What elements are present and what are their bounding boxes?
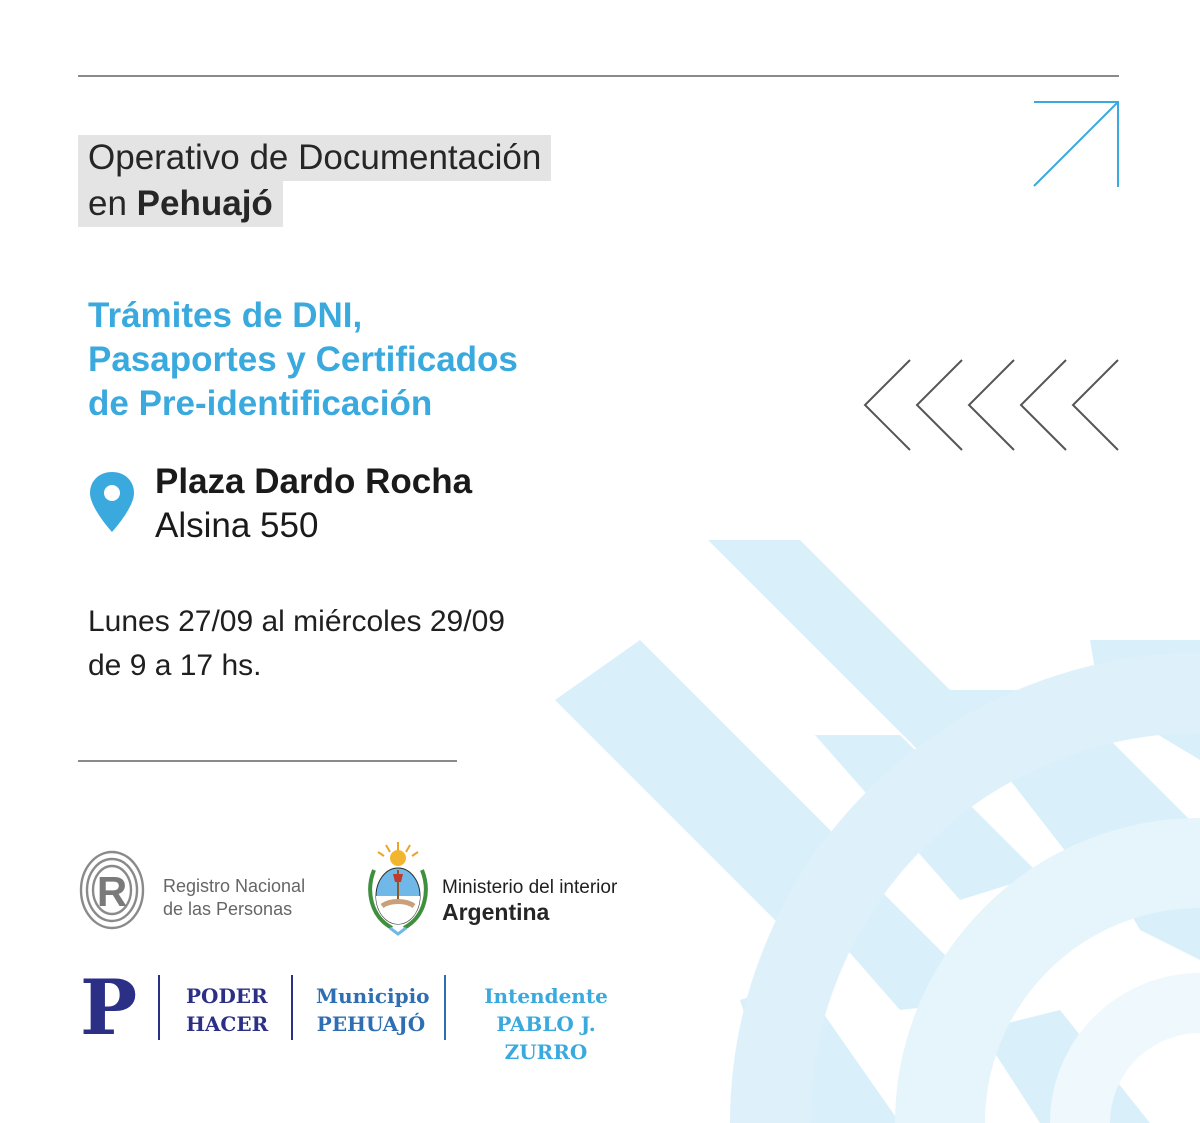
municipio-line-2: PEHUAJÓ [316, 1012, 426, 1036]
location-block [155, 460, 472, 548]
title-prefix: en [88, 184, 137, 223]
mininterior-line-1: Ministerio del interior [442, 877, 618, 898]
title-line-2 [78, 181, 283, 227]
title-block [78, 135, 551, 227]
renaper-line-1: Registro Nacional [163, 876, 306, 896]
arrow-up-right-icon [1030, 99, 1122, 191]
renaper-line-2: de las Personas [163, 899, 293, 919]
chevrons-left-icon [860, 355, 1125, 455]
renaper-name [163, 875, 305, 921]
poder-line: PODER [186, 984, 268, 1008]
hacer-line: HACER [186, 1012, 269, 1036]
services-heading [88, 294, 518, 426]
footer-separator-3 [444, 975, 446, 1040]
intendente-text [460, 982, 632, 1066]
schedule-hours: de 9 a 17 hs. [88, 649, 262, 682]
location-address: Alsina 550 [155, 506, 319, 545]
renaper-logo [78, 848, 146, 932]
services-line-1: Trámites de DNI, [88, 296, 363, 335]
top-divider [78, 75, 1119, 77]
poder-hacer-text [186, 982, 268, 1038]
middle-divider [78, 760, 457, 762]
poder-hacer-logo: P [80, 963, 138, 1052]
title-line-1: Operativo de Documentación [78, 135, 551, 181]
intendente-line-1: Intendente [484, 984, 608, 1008]
mininterior-name [442, 875, 617, 925]
mininterior-line-2: Argentina [442, 899, 550, 925]
municipio-text [316, 982, 430, 1038]
coat-of-arms-logo [366, 840, 430, 936]
footer-separator-2 [291, 975, 293, 1040]
schedule-block [88, 600, 505, 688]
location-pin-icon [88, 470, 136, 534]
services-line-2: Pasaportes y Certificados [88, 340, 518, 379]
footer-separator-1 [158, 975, 160, 1040]
schedule-dates: Lunes 27/09 al miércoles 29/09 [88, 605, 505, 638]
intendente-line-2: PABLO J. ZURRO [496, 1012, 596, 1064]
services-line-3: de Pre-identificación [88, 384, 433, 423]
title-city: Pehuajó [136, 184, 273, 223]
municipio-line-1: Municipio [316, 984, 430, 1008]
location-name: Plaza Dardo Rocha [155, 462, 473, 501]
renaper-letter: R [96, 868, 128, 915]
